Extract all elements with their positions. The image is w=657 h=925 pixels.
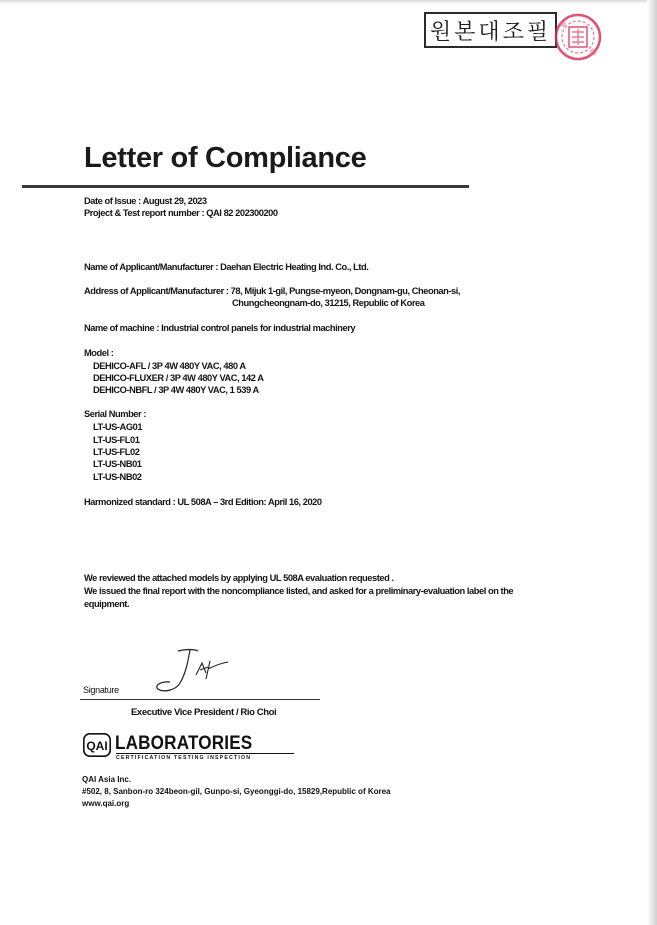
title-underline [22,185,469,188]
serial-heading: Serial Number : [84,409,146,419]
statement-line: equipment. [84,599,130,609]
serial-item: LT-US-NB02 [93,472,142,482]
logo-tagline: CERTIFICATION TESTING INSPECTION [116,753,294,761]
applicant-address-line1: Address of Applicant/Manufacturer : 78, Mijuk 1-gil, Pungse-myeon, Dongnam-gu, Cheonan-si, [84,286,461,296]
handwritten-signature-icon [150,645,240,697]
model-heading: Model : [84,348,114,358]
applicant-name: Name of Applicant/Manufacturer : Daehan Electric Heating Ind. Co., Ltd. [84,262,369,272]
machine-name: Name of machine : Industrial control panels for industrial machinery [84,323,356,333]
date-of-issue: Date of Issue : August 29, 2023 [84,196,207,206]
model-item: DEHICO-FLUXER / 3P 4W 480Y VAC, 142 A [93,373,264,383]
harmonized-standard: Harmonized standard : UL 508A – 3rd Edition: April 16, 2020 [84,497,322,507]
model-item: DEHICO-AFL / 3P 4W 480Y VAC, 480 A [93,361,246,371]
qai-mark-icon [83,733,111,757]
page-title: Letter of Compliance [84,142,367,174]
scan-edge-top [0,0,657,4]
applicant-address-line2: Chungcheongnam-do, 31215, Republic of Korea [232,298,425,308]
red-seal-icon [553,12,603,62]
logo-wordmark: LABORATORIES [115,733,253,754]
model-item: DEHICO-NBFL / 3P 4W 480Y VAC, 1 539 A [93,385,259,395]
serial-item: LT-US-AG01 [93,422,143,432]
serial-item: LT-US-NB01 [93,459,142,469]
statement-line: We issued the final report with the noncompliance listed, and asked for a preliminary-evaluation label on the [84,586,514,596]
scan-edge-right [647,0,657,925]
original-copy-stamp: 원본대조필 [424,12,557,48]
signature-label: Signature [83,685,119,695]
company-website: www.qai.org [82,799,130,808]
signature-line [80,699,320,700]
svg-text:QAI: QAI [86,739,108,753]
serial-item: LT-US-FL01 [93,435,140,445]
statement-line: We reviewed the attached models by applying UL 508A evaluation requested . [84,573,394,583]
serial-item: LT-US-FL02 [93,447,140,457]
report-number: Project & Test report number : QAI 82 202300200 [84,208,278,218]
company-name: QAI Asia Inc. [82,775,132,784]
company-address: #502, 8, Sanbon-ro 324beon-gil, Gunpo-si, Gyeonggi-do, 15829,Republic of Korea [82,787,391,796]
signatory-title: Executive Vice President / Rio Choi [131,707,277,718]
